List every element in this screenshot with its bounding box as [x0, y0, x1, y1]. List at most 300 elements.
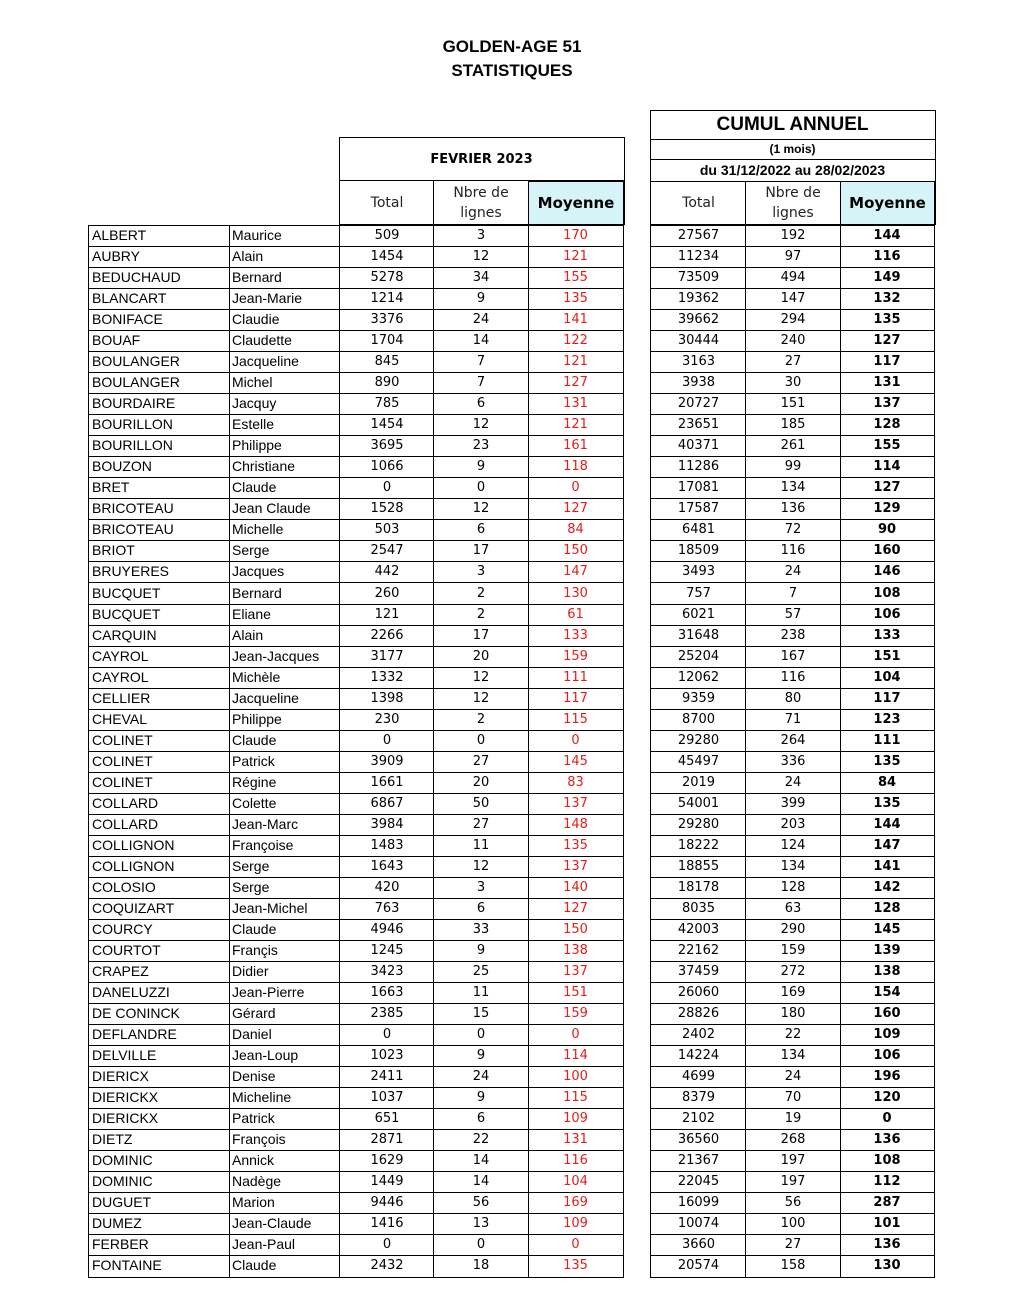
cumul-total: 18222: [677, 837, 720, 853]
table-row: [0, 1045, 1024, 1066]
table-row: [0, 1087, 1024, 1108]
cumul-avg: 114: [873, 459, 901, 475]
last-name: BOULANGER: [92, 374, 180, 391]
fevrier-avg: 137: [563, 858, 588, 874]
cumul-total: 73509: [677, 270, 720, 286]
fevrier-lines: 2: [476, 606, 486, 622]
cumul-lines: 57: [784, 606, 802, 622]
last-name: COLINET: [92, 773, 153, 790]
fevrier-avg: 121: [563, 354, 588, 370]
table-row: [0, 330, 1024, 351]
fevrier-avg: 127: [563, 900, 588, 916]
cumul-avg: 135: [873, 753, 901, 769]
last-name: DELVILLE: [92, 1047, 157, 1064]
cumul-lines: 134: [780, 1048, 806, 1064]
first-name: Christiane: [232, 458, 296, 475]
fevrier-lines: 13: [472, 1216, 490, 1232]
fevrier-total: 442: [374, 564, 400, 580]
first-name: Claude: [232, 479, 277, 496]
cumul-avg: 160: [873, 543, 901, 559]
cumul-avg: 149: [873, 270, 901, 286]
report-subtitle: STATISTIQUES: [451, 61, 573, 80]
cumul-avg: 136: [873, 1237, 901, 1253]
first-name: Jean-Jacques: [232, 647, 320, 664]
last-name: BUCQUET: [92, 605, 161, 622]
cumul-lines: 203: [780, 816, 806, 832]
last-name: DANELUZZI: [92, 984, 170, 1001]
fevrier-lines: 15: [472, 1006, 490, 1022]
last-name: DOMINIC: [92, 1173, 153, 1190]
fevrier-total: 0: [382, 1237, 392, 1253]
fevrier-lines: 7: [476, 375, 486, 391]
cumul-total: 17587: [677, 501, 720, 517]
cumul-lines: 494: [780, 270, 806, 286]
fevrier-lines: 9: [476, 459, 486, 475]
last-name: COURTOT: [92, 942, 161, 959]
fevrier-lines: 6: [476, 1111, 486, 1127]
last-name: AUBRY: [92, 248, 140, 265]
cumul-total: 23651: [677, 417, 720, 433]
cumul-avg: 108: [873, 1153, 901, 1169]
fevrier-total: 0: [382, 1027, 392, 1043]
table-row: [0, 498, 1024, 519]
first-name: Colette: [232, 794, 277, 811]
cumul-lines: 128: [780, 879, 806, 895]
cumul-avg: 112: [873, 1174, 901, 1190]
cumul-total: 28826: [677, 1006, 720, 1022]
fevrier-total: 1416: [370, 1216, 404, 1232]
cumul-lines: 24: [784, 774, 802, 790]
fevrier-lines: 7: [476, 354, 486, 370]
first-name: Patrick: [232, 1110, 275, 1127]
table-row: [0, 1108, 1024, 1129]
cumul-lines: 134: [780, 858, 806, 874]
fevrier-lines: 22: [472, 1132, 490, 1148]
fevrier-lines: 11: [472, 837, 490, 853]
cumul-lines: 240: [780, 333, 806, 349]
cumul-avg: 117: [873, 690, 901, 706]
table-row: [0, 372, 1024, 393]
cumul-avg: 155: [873, 438, 901, 454]
cumul-lines: 124: [780, 837, 806, 853]
cumul-total: 25204: [677, 648, 720, 664]
last-name: COLINET: [92, 731, 153, 748]
cumul-lines: 27: [784, 1237, 802, 1253]
cumul-lines: 72: [784, 522, 802, 538]
fevrier-lines: 9: [476, 1090, 486, 1106]
fevrier-lines: 0: [476, 732, 486, 748]
cumul-total: 6481: [681, 522, 716, 538]
fevrier-avg: 0: [571, 1027, 580, 1043]
fevrier-avg: 109: [563, 1111, 588, 1127]
cumul-avg: 154: [873, 985, 901, 1001]
fevrier-lines: 6: [476, 900, 486, 916]
fevrier-lines: 9: [476, 1048, 486, 1064]
last-name: BOUZON: [92, 458, 152, 475]
fevrier-avg: 121: [563, 249, 588, 265]
fevrier-total: 1661: [370, 774, 404, 790]
fevrier-lines: 50: [472, 795, 490, 811]
cumul-total: 6021: [681, 606, 716, 622]
cumul-avg: 138: [873, 964, 901, 980]
fevrier-lines: 33: [472, 921, 490, 937]
fevrier-lines: 2: [476, 585, 486, 601]
last-name: BRUYERES: [92, 563, 170, 580]
cumul-avg: 144: [873, 816, 901, 832]
last-name: BONIFACE: [92, 311, 163, 328]
fevrier-total: 1528: [370, 501, 404, 517]
table-row: [0, 477, 1024, 498]
fevrier-lines: 11: [472, 985, 490, 1001]
cumul-avg: 145: [873, 921, 901, 937]
table-row: [0, 309, 1024, 330]
cumul-avg: 141: [873, 858, 901, 874]
fevrier-avg: 61: [567, 606, 584, 622]
fevrier-avg: 150: [563, 543, 588, 559]
cumul-lines: 56: [784, 1195, 802, 1211]
fevrier-avg: 141: [563, 312, 588, 328]
cumul-total: 45497: [677, 753, 720, 769]
cumul-lines: 22: [784, 1027, 802, 1043]
last-name: BRICOTEAU: [92, 521, 174, 538]
fevrier-col-lines-2: lignes: [460, 205, 502, 221]
table-row: [0, 940, 1024, 961]
first-name: Serge: [232, 542, 270, 559]
cumul-total: 757: [686, 585, 711, 601]
table-row: [0, 351, 1024, 372]
cumul-total: 8379: [681, 1090, 716, 1106]
last-name: CAYROL: [92, 668, 149, 685]
cumul-total: 18178: [677, 879, 720, 895]
cumul-lines: 290: [780, 921, 806, 937]
fevrier-total: 509: [374, 228, 400, 243]
cumul-lines: 169: [780, 985, 806, 1001]
fevrier-total: 3695: [370, 438, 404, 454]
fevrier-lines: 3: [476, 564, 486, 580]
fevrier-lines: 24: [472, 1069, 490, 1085]
last-name: BEDUCHAUD: [92, 269, 181, 286]
last-name: COLLARD: [92, 815, 159, 832]
first-name: Bernard: [232, 584, 282, 601]
cumul-lines: 192: [780, 228, 806, 243]
fevrier-total: 2871: [370, 1132, 404, 1148]
last-name: BRIOT: [92, 542, 135, 559]
table-row: [0, 1024, 1024, 1045]
first-name: Alain: [232, 626, 264, 643]
cumul-lines: 197: [780, 1153, 806, 1169]
cumul-avg: 109: [873, 1027, 901, 1043]
first-name: Alain: [232, 248, 264, 265]
last-name: BOURDAIRE: [92, 395, 176, 412]
fevrier-avg: 138: [563, 943, 588, 959]
fevrier-avg: 114: [563, 1048, 588, 1064]
fevrier-avg: 130: [563, 585, 588, 601]
last-name: CELLIER: [92, 689, 151, 706]
cumul-avg: 129: [873, 501, 901, 517]
fevrier-total: 1037: [370, 1090, 404, 1106]
fevrier-lines: 0: [476, 1237, 486, 1253]
fevrier-lines: 2: [476, 711, 486, 727]
table-row: [0, 456, 1024, 477]
last-name: CHEVAL: [92, 710, 147, 727]
last-name: BOULANGER: [92, 353, 180, 370]
fevrier-avg: 104: [563, 1174, 588, 1190]
fevrier-lines: 25: [472, 964, 490, 980]
first-name: Maurice: [232, 227, 282, 243]
fevrier-total: 763: [374, 900, 400, 916]
table-row: [0, 561, 1024, 582]
fevrier-avg: 127: [563, 375, 588, 391]
cumul-lines: 197: [780, 1174, 806, 1190]
fevrier-avg: 159: [563, 648, 588, 664]
fevrier-lines: 9: [476, 943, 486, 959]
cumul-lines: 261: [780, 438, 806, 454]
last-name: DUMEZ: [92, 1215, 142, 1232]
fevrier-total: 3177: [370, 648, 404, 664]
first-name: Jean-Pierre: [232, 984, 305, 1001]
last-name: DIERICX: [92, 1068, 149, 1085]
table-row: [0, 540, 1024, 561]
cumul-avg: 160: [873, 1006, 901, 1022]
fevrier-avg: 135: [563, 837, 588, 853]
fevrier-total: 0: [382, 732, 392, 748]
cumul-lines: 100: [780, 1216, 806, 1232]
table-row: [0, 519, 1024, 540]
cumul-total: 22162: [677, 943, 720, 959]
fevrier-col-lines-1: Nbre de: [453, 185, 509, 201]
first-name: Claude: [232, 920, 277, 937]
fevrier-lines: 14: [472, 1153, 490, 1169]
last-name: BRICOTEAU: [92, 500, 174, 517]
fevrier-col-total: Total: [370, 195, 404, 211]
cumul-avg: 151: [873, 648, 901, 664]
first-name: Claude: [232, 1257, 277, 1274]
table-row: [0, 751, 1024, 772]
table-row: [0, 625, 1024, 646]
last-name: COLINET: [92, 752, 153, 769]
cumul-lines: 80: [784, 690, 802, 706]
cumul-avg: 128: [873, 900, 901, 916]
cumul-total: 8035: [681, 900, 716, 916]
first-name: Jacqueline: [232, 689, 299, 706]
cumul-total: 18855: [677, 858, 720, 874]
fevrier-total: 3909: [370, 753, 404, 769]
fevrier-lines: 12: [472, 669, 490, 685]
fevrier-total: 1483: [370, 837, 404, 853]
fevrier-lines: 6: [476, 396, 486, 412]
last-name: DEFLANDRE: [92, 1026, 177, 1043]
fevrier-lines: 20: [472, 774, 490, 790]
cumul-lines: 30: [784, 375, 802, 391]
fevrier-lines: 12: [472, 249, 490, 265]
fevrier-lines: 3: [476, 228, 486, 243]
cumul-avg: 101: [873, 1216, 901, 1232]
fevrier-avg: 100: [563, 1069, 588, 1085]
cumul-total: 37459: [677, 964, 720, 980]
cumul-col-lines-1: Nbre de: [765, 185, 821, 201]
cumul-col-lines: [746, 182, 840, 224]
table-row: [0, 1234, 1024, 1255]
last-name: DE CONINCK: [92, 1005, 180, 1022]
cumul-total: 27567: [677, 228, 720, 243]
fevrier-total: 2266: [370, 627, 404, 643]
last-name: BRET: [92, 479, 130, 496]
fevrier-total: 3423: [370, 964, 404, 980]
fevrier-total: 1214: [370, 291, 404, 307]
last-name: COLLARD: [92, 794, 159, 811]
cumul-avg: 116: [873, 249, 901, 265]
table-row: [0, 982, 1024, 1003]
cumul-title: CUMUL ANNUEL: [716, 114, 869, 135]
cumul-lines: 159: [780, 943, 806, 959]
last-name: DIERICKX: [92, 1089, 159, 1106]
fevrier-avg: 169: [563, 1195, 588, 1211]
cumul-avg: 106: [873, 606, 901, 622]
cumul-lines: 99: [784, 459, 802, 475]
cumul-avg: 106: [873, 1048, 901, 1064]
fevrier-total: 1663: [370, 985, 404, 1001]
fevrier-avg: 115: [563, 1090, 588, 1106]
cumul-lines: 24: [784, 1069, 802, 1085]
last-name: COLOSIO: [92, 878, 156, 895]
fevrier-total: 503: [374, 522, 400, 538]
cumul-total: 2102: [681, 1111, 716, 1127]
fevrier-total: 260: [374, 585, 400, 601]
fevrier-total: 1643: [370, 858, 404, 874]
cumul-total: 12062: [677, 669, 720, 685]
last-name: DOMINIC: [92, 1152, 153, 1169]
last-name: CAYROL: [92, 647, 149, 664]
cumul-total: 9359: [681, 690, 716, 706]
cumul-avg: 90: [877, 522, 897, 538]
cumul-avg: 123: [873, 711, 901, 727]
fevrier-lines: 12: [472, 417, 490, 433]
table-row: [0, 267, 1024, 288]
fevrier-lines: 12: [472, 858, 490, 874]
cumul-avg: 0: [882, 1111, 892, 1127]
last-name: DIERICKX: [92, 1110, 159, 1127]
fevrier-lines: 23: [472, 438, 490, 454]
table-row: [0, 393, 1024, 414]
fevrier-col-lines: [434, 182, 528, 224]
cumul-avg: 147: [873, 837, 901, 853]
first-name: Denise: [232, 1068, 276, 1085]
first-name: Michèle: [232, 668, 281, 685]
cumul-lines: 134: [780, 480, 806, 496]
first-name: Jean-Claude: [232, 1215, 312, 1232]
cumul-total: 16099: [677, 1195, 720, 1211]
cumul-total: 3938: [681, 375, 716, 391]
table-row: [0, 772, 1024, 793]
cumul-lines: 264: [780, 732, 806, 748]
fevrier-lines: 12: [472, 690, 490, 706]
first-name: Claudie: [232, 311, 280, 328]
cumul-avg: 142: [873, 879, 901, 895]
first-name: Régine: [232, 773, 277, 790]
fevrier-avg: 0: [571, 480, 580, 496]
table-row: [0, 1003, 1024, 1024]
fevrier-lines: 56: [472, 1195, 490, 1211]
fevrier-period: FEVRIER 2023: [430, 151, 533, 167]
fevrier-avg: 117: [563, 690, 588, 706]
last-name: BOURILLON: [92, 416, 173, 433]
first-name: Jean Claude: [232, 500, 311, 517]
cumul-total: 3163: [681, 354, 716, 370]
fevrier-total: 1449: [370, 1174, 404, 1190]
fevrier-avg: 137: [563, 795, 588, 811]
fevrier-avg: 111: [563, 669, 588, 685]
cumul-total: 20574: [677, 1258, 720, 1274]
fevrier-total: 2385: [370, 1006, 404, 1022]
cumul-total: 31648: [677, 627, 720, 643]
fevrier-avg: 109: [563, 1216, 588, 1232]
first-name: Jean-Marc: [232, 815, 299, 832]
cumul-avg: 136: [873, 1132, 901, 1148]
last-name: FERBER: [92, 1236, 149, 1253]
fevrier-avg: 84: [567, 522, 584, 538]
fevrier-total: 230: [374, 711, 400, 727]
fevrier-total: 6867: [370, 795, 404, 811]
fevrier-avg: 0: [571, 732, 580, 748]
cumul-lines: 151: [780, 396, 806, 412]
fevrier-total: 1332: [370, 669, 404, 685]
cumul-lines: 70: [784, 1090, 802, 1106]
table-row: [0, 814, 1024, 835]
table-row: [0, 1213, 1024, 1234]
cumul-lines: 399: [780, 795, 806, 811]
cumul-avg: 196: [873, 1069, 901, 1085]
fevrier-avg: 83: [567, 774, 584, 790]
cumul-total: 30444: [677, 333, 720, 349]
table-row: [0, 246, 1024, 267]
first-name: Claudette: [232, 332, 292, 349]
first-name: Michelle: [232, 521, 284, 538]
cumul-col-total: Total: [682, 195, 715, 211]
cumul-total: 19362: [677, 291, 720, 307]
first-name: Micheline: [232, 1089, 292, 1106]
cumul-total: 3493: [681, 564, 716, 580]
fevrier-avg: 148: [563, 816, 588, 832]
first-name: Jacqueline: [232, 353, 299, 370]
fevrier-total: 3376: [370, 312, 404, 328]
fevrier-lines: 9: [476, 291, 486, 307]
cumul-lines: 136: [780, 501, 806, 517]
fevrier-total: 1245: [370, 943, 404, 959]
fevrier-total: 1454: [370, 249, 404, 265]
first-name: Jean-Marie: [232, 290, 303, 307]
table-row: [0, 604, 1024, 625]
cumul-range: du 31/12/2022 au 28/02/2023: [699, 162, 886, 178]
fevrier-avg: 140: [563, 879, 588, 895]
fevrier-avg: 118: [563, 459, 588, 475]
fevrier-total: 4946: [370, 921, 404, 937]
cumul-lines: 158: [780, 1258, 806, 1274]
last-name: COLLIGNON: [92, 857, 175, 874]
cumul-lines: 336: [780, 753, 806, 769]
first-name: Michel: [232, 374, 273, 391]
cumul-total: 11234: [677, 249, 720, 265]
cumul-avg: 135: [873, 312, 901, 328]
table-row: [0, 730, 1024, 751]
cumul-total: 14224: [677, 1048, 720, 1064]
first-name: Jean-Loup: [232, 1047, 299, 1064]
last-name: CARQUIN: [92, 626, 157, 643]
cumul-total: 21367: [677, 1153, 720, 1169]
first-name: Jean-Michel: [232, 899, 308, 916]
table-row: [0, 856, 1024, 877]
cumul-lines: 71: [784, 711, 802, 727]
fevrier-lines: 3: [476, 879, 486, 895]
